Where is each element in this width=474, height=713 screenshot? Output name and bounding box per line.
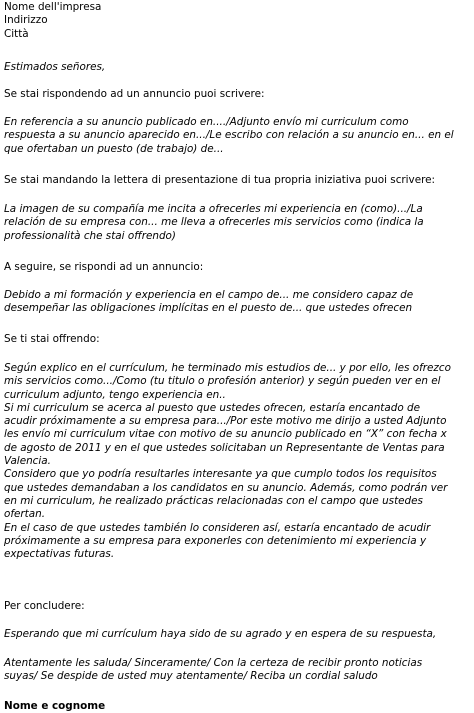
example-paragraph: Debido a mi formación y experiencia en el campo de... me considero capaz de desempeñar las obligaciones implícitas en el puesto de... que ustedes ofrecen bbox=[4, 289, 414, 315]
instruction-heading: Per concludere: bbox=[4, 600, 85, 612]
instruction-heading: Se stai rispondendo ad un annuncio puoi scrivere: bbox=[4, 88, 265, 100]
address-line: Città bbox=[4, 27, 29, 40]
instruction-heading: Se ti stai offrendo: bbox=[4, 333, 100, 345]
address-line: Indirizzo bbox=[4, 14, 48, 27]
address-line: Nome dell'impresa bbox=[4, 1, 102, 13]
signature-name-label: Nome e cognome bbox=[4, 700, 106, 712]
instruction-heading: Se stai mandando la lettera di presentazione di tua propria iniziativa puoi scrivere: bbox=[4, 174, 436, 186]
instruction-heading: A seguire, se rispondi ad un annuncio: bbox=[4, 261, 204, 273]
example-paragraph: En referencia a su anuncio publicado en..../Adjunto envío mi curriculum como respuesta a su anuncio aparecido en.../Le escribo con relación a su anuncio en... en el que ofertaban un puesto (de trabajo) de... bbox=[4, 116, 454, 155]
example-paragraph: La imagen de su compañía me incita a ofrecerles mi experiencia en (como).../La relación de su empresa con... me lleva a ofrecerles mis servicios como (indica la professionalità che stai offrendo) bbox=[4, 203, 424, 242]
example-paragraph: Esperando que mi currículum haya sido de su agrado y en espera de su respuesta, bbox=[4, 628, 437, 640]
closing-paragraph: Atentamente les saluda/ Sinceramente/ Con la certeza de recibir pronto noticias suyas/ Se despide de usted muy atentamente/ Reciba un cordial saludo bbox=[4, 657, 423, 683]
example-paragraph: Según explico en el currículum, he terminado mis estudios de... y por ello, les ofrezco mis servicios como.../Como (tu titulo o profesión anterior) y según pueden ver en el curriculum adjunto, tengo experiencia en.. Si mi curriculum se acerca al puesto que ustedes ofrecen, estaría encantado de acudir próximamente a su empresa para.../Por este motivo me dirijo a usted Adjunto les envío mi curriculum vitae con motivo de su anuncio publicado en “X” con fecha x de agosto de 2011 y en el que ustedes solicitaban un Representante de Ventas para Valencia. Considero que yo podría resultarles interesante ya que cumplo todos los requisitos que ustedes demandaban a los candidatos en su anuncio. Además, como podrán ver en mi curriculum, he realizado prácticas relacionadas con el campo que ustedes ofertan. En el caso de que ustedes también lo consideren así, estaría encantado de acudir próximamente a su empresa para exponerles con detenimiento mi experiencia y expectativas futuras. bbox=[4, 362, 451, 561]
recipient-address bbox=[4, 1, 470, 41]
salutation: Estimados señores, bbox=[4, 61, 106, 73]
